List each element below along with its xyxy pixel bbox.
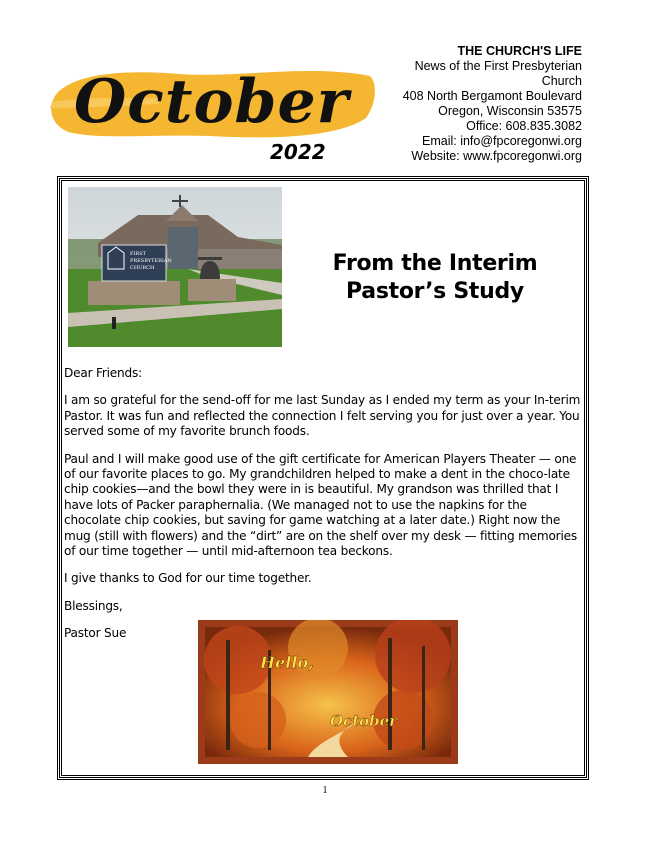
letter-paragraph-1: I am so grateful for the send-off for me last Sunday as I ended my term as your In-terim Pastor. It was fun and reflected the connection I felt serving you for just over a year. You served some of my favorite brunch foods. (64, 393, 581, 439)
sign-line-3: CHURCH (130, 265, 155, 271)
letter-paragraph-3: I give thanks to God for our time together. (64, 571, 312, 586)
office-phone: Office: 608.835.3082 (466, 119, 582, 133)
newsletter-info (392, 44, 582, 164)
church-photo (68, 187, 282, 347)
article-title: From the Interim Pastor’s Study (332, 251, 538, 304)
masthead-month: October (74, 67, 350, 137)
sign-line-2: PRESBYTERIAN (130, 258, 172, 264)
hello-october-image (198, 620, 458, 764)
letter-paragraph-2: Paul and I will make good use of the gift certificate for American Players Theater — one of our favorite places to go. My grandchildren helped to make a dent in the choco-late chip cookies—and the bowl they were in is beautiful. My grandson was thrilled that I have lots of Packer paraphernalia. (We managed not to use the napkins for the chocolate chip cookies, but saving for game watching at a later date.) Right now the mug (still with flowers) and the “dirt” are on the shelf over my desk — fitting memories of our time together — until mid-afternoon tea beckons. (64, 451, 577, 559)
letter-body (64, 366, 586, 654)
page-number: 1 (322, 785, 328, 796)
october-masthead-logo (40, 44, 380, 154)
contact-email[interactable]: Email: info@fpcoregonwi.org (422, 134, 582, 148)
church-address: 408 North Bergamont Boulevard (402, 89, 582, 103)
sign-line-1: FIRST (130, 251, 146, 257)
website-link[interactable]: Website: www.fpcoregonwi.org (411, 149, 582, 163)
newsletter-subtitle: News of the First Presbyterian Church (414, 59, 582, 88)
newsletter-title: THE CHURCH'S LIFE (457, 44, 582, 58)
letter-signature: Pastor Sue (64, 626, 127, 641)
letter-closing: Blessings, (64, 598, 123, 613)
church-city: Oregon, Wisconsin 53575 (438, 104, 582, 118)
hello-text: Hello, (260, 653, 314, 672)
masthead-year: 2022 (270, 140, 326, 164)
letter-greeting: Dear Friends: (64, 366, 142, 380)
october-text: October (330, 712, 398, 730)
church-sign-base (88, 281, 180, 305)
